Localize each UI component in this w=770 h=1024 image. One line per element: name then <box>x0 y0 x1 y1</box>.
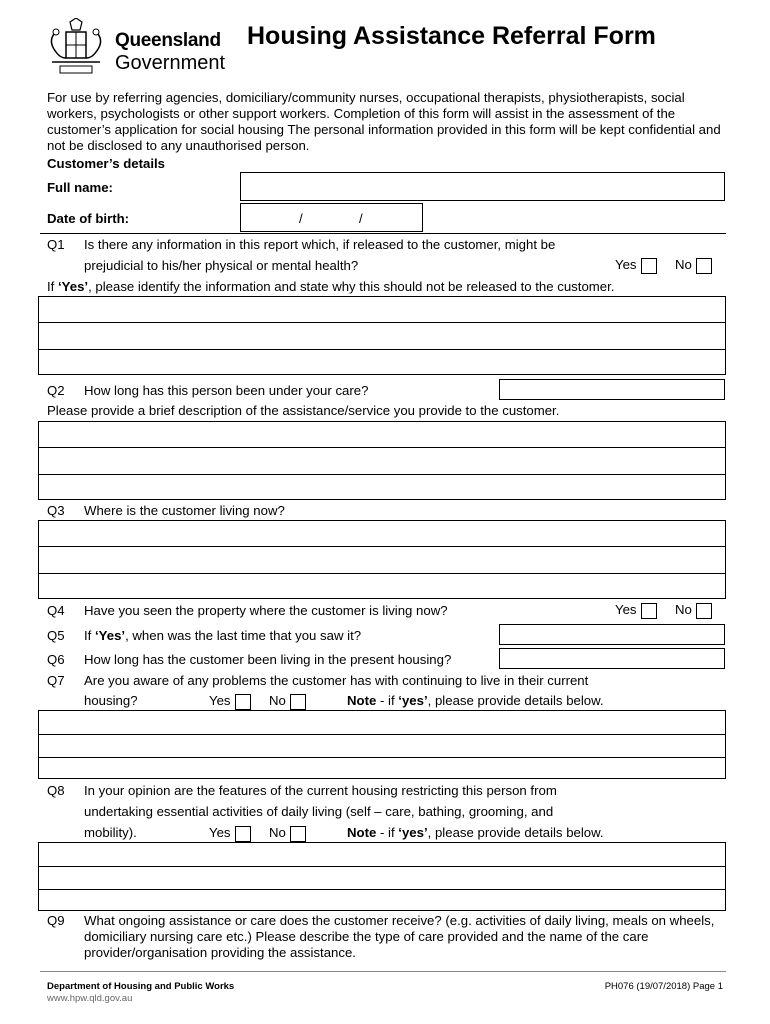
q8-text: undertaking essential activities of daily living (self – care, bathing, grooming, and <box>84 804 554 819</box>
footer-url-link[interactable]: www.hpw.qld.gov.au <box>47 993 133 1004</box>
q8-text: In your opinion are the features of the current housing restricting this person from <box>84 783 557 798</box>
q8-note: Note - if ‘yes’, please provide details below. <box>347 825 604 840</box>
q1-yes-option[interactable]: Yes <box>615 257 657 274</box>
q7-answer-textarea[interactable] <box>38 710 726 779</box>
dob-input[interactable] <box>240 203 423 232</box>
q4-number: Q4 <box>47 603 65 618</box>
customer-details-heading: Customer’s details <box>47 156 165 171</box>
footer-divider <box>40 971 726 972</box>
q4-yes-option[interactable]: Yes <box>615 602 657 619</box>
q7-number: Q7 <box>47 673 65 688</box>
q9-text: What ongoing assistance or care does the customer receive? (e.g. activities of daily living, meals on wheels, domiciliary nursing care etc.) Please describe the type of care provided and the name of the care provider/organisation providing the assistance. <box>84 913 715 960</box>
line <box>39 757 725 758</box>
dob-separator: / <box>359 211 363 226</box>
footer-page-reference: PH076 (19/07/2018) Page 1 <box>604 981 723 992</box>
q7-yes-option[interactable]: Yes <box>209 693 251 710</box>
dob-label: Date of birth: <box>47 211 130 226</box>
q7-note: Note - if ‘yes’, please provide details below. <box>347 693 604 708</box>
q6-text: How long has the customer been living in the present housing? <box>84 652 452 667</box>
q1-followup: If ‘Yes’, please identify the information and state why this should not be released to the customer. <box>47 279 615 294</box>
q4-no-checkbox[interactable] <box>696 603 712 619</box>
line <box>39 866 725 867</box>
q1-no-checkbox[interactable] <box>696 258 712 274</box>
q7-no-checkbox[interactable] <box>290 694 306 710</box>
line <box>39 546 725 547</box>
q1-no-option[interactable]: No <box>675 257 712 274</box>
q4-yes-checkbox[interactable] <box>641 603 657 619</box>
q7-yes-checkbox[interactable] <box>235 694 251 710</box>
q8-text: mobility). <box>84 825 137 840</box>
footer-department: Department of Housing and Public Works <box>47 981 235 992</box>
logo-text-government: Government <box>115 52 226 74</box>
q8-number: Q8 <box>47 783 65 798</box>
q4-no-option[interactable]: No <box>675 602 712 619</box>
q6-number: Q6 <box>47 652 65 667</box>
q1-text: Is there any information in this report which, if released to the customer, might be <box>84 237 556 252</box>
q6-answer-input[interactable] <box>499 648 725 669</box>
q5-number: Q5 <box>47 628 65 643</box>
q8-yes-checkbox[interactable] <box>235 826 251 842</box>
line <box>39 349 725 350</box>
q9-number: Q9 <box>47 913 65 928</box>
line <box>39 474 725 475</box>
full-name-label: Full name: <box>47 180 113 195</box>
q1-number: Q1 <box>47 237 65 252</box>
page-title: Housing Assistance Referral Form <box>247 22 656 50</box>
q7-text: housing? <box>84 693 138 708</box>
q3-answer-textarea[interactable] <box>38 520 726 599</box>
q4-text: Have you seen the property where the customer is living now? <box>84 603 448 618</box>
line <box>39 322 725 323</box>
line <box>39 573 725 574</box>
q1-yes-checkbox[interactable] <box>641 258 657 274</box>
q3-number: Q3 <box>47 503 65 518</box>
q5-answer-input[interactable] <box>499 624 725 645</box>
full-name-input[interactable] <box>240 172 725 201</box>
q1-answer-textarea[interactable] <box>38 296 726 375</box>
line <box>39 889 725 890</box>
q8-no-checkbox[interactable] <box>290 826 306 842</box>
q2-answer-input[interactable] <box>499 379 725 400</box>
line <box>39 734 725 735</box>
q7-no-option[interactable]: No <box>269 693 306 710</box>
q8-yes-option[interactable]: Yes <box>209 825 251 842</box>
line <box>39 447 725 448</box>
q7-text: Are you aware of any problems the customer has with continuing to live in their current <box>84 673 589 688</box>
q2-number: Q2 <box>47 383 65 398</box>
q5-text: If ‘Yes’, when was the last time that you saw it? <box>84 628 362 643</box>
logo-text-queensland: Queensland <box>115 30 221 51</box>
intro-paragraph: For use by referring agencies, domiciliary/community nurses, occupational therapists, physiotherapists, social workers, psychologists or other support workers. Completion of this form will assist in the assessment of the customer’s application for social housing The personal information provided in this form will be kept confidential and not be disclosed to any unauthorised person. <box>47 90 721 153</box>
q2-answer-textarea[interactable] <box>38 421 726 500</box>
q2-followup: Please provide a brief description of the assistance/service you provide to the customer. <box>47 403 560 418</box>
q2-text: How long has this person been under your care? <box>84 383 369 398</box>
q1-text: prejudicial to his/her physical or mental health? <box>84 258 359 273</box>
queensland-crest-logo <box>44 18 108 78</box>
q3-text: Where is the customer living now? <box>84 503 285 518</box>
q8-no-option[interactable]: No <box>269 825 306 842</box>
dob-separator: / <box>299 211 303 226</box>
q8-answer-textarea[interactable] <box>38 842 726 911</box>
divider <box>40 233 726 234</box>
